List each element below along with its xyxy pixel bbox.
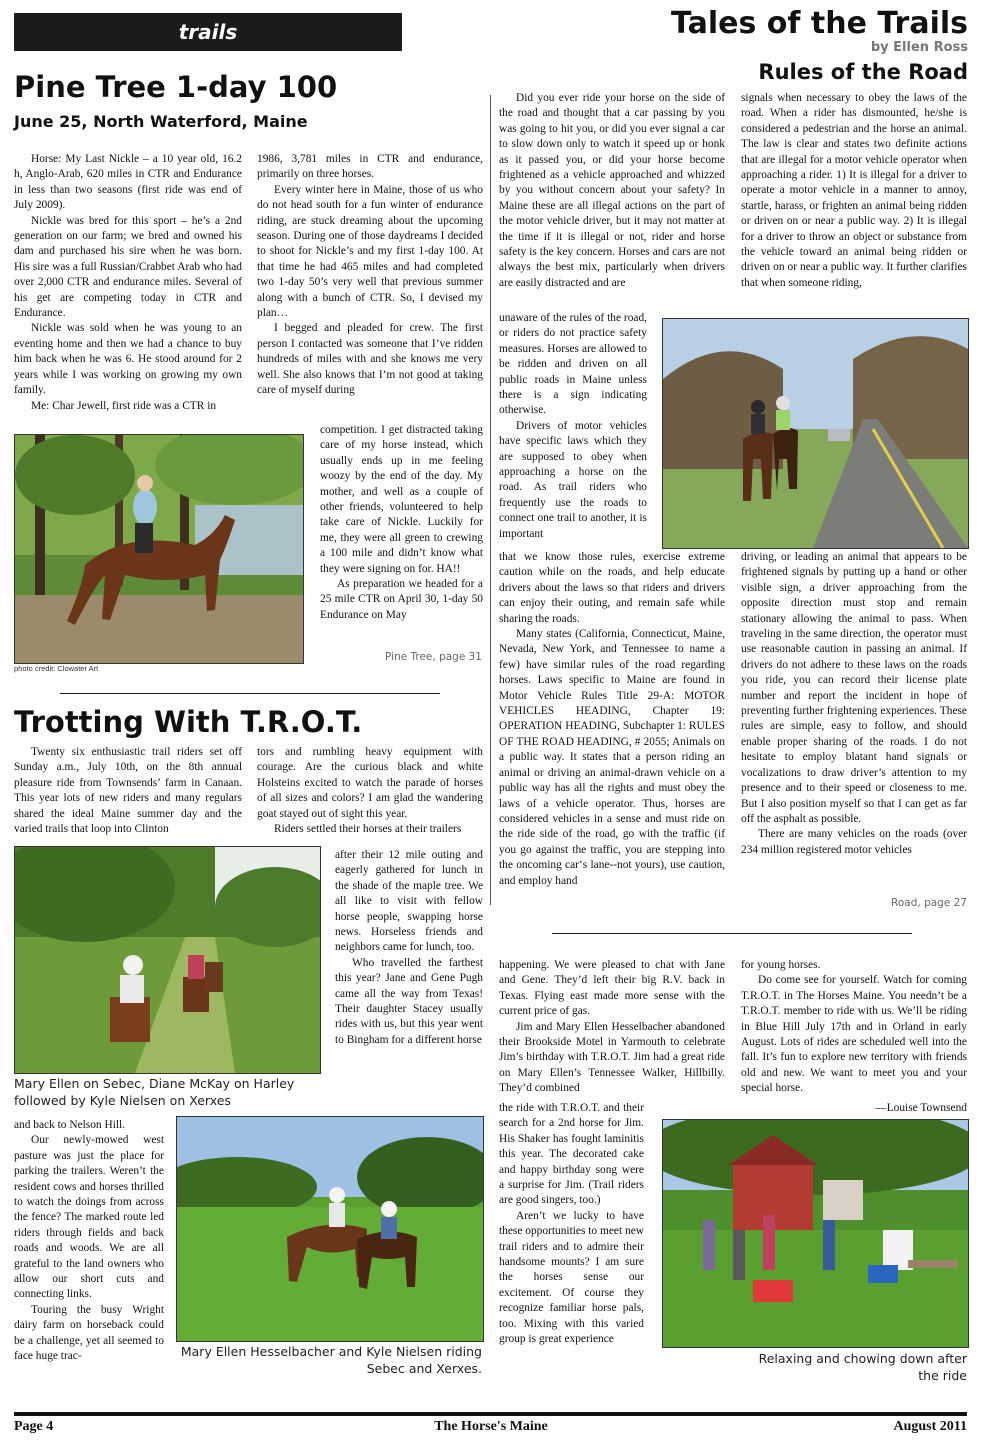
trot-col1 [14, 745, 242, 837]
caption-trot-3: Relaxing and chowing down after the ride [758, 1351, 967, 1383]
paragraph: There are many vehicles on the roads (over 234 million registered motor vehicles [741, 828, 967, 856]
paragraph: Nickle was sold when he was young to an eventing home and then we had a chance to buy him back when he was 6. He stood around for 2 years while I was working on growing my own family. [14, 322, 242, 397]
rules-title: Rules of the Road [758, 60, 968, 84]
trot-col2-wrap [335, 848, 483, 1048]
paragraph: Me: Char Jewell, first ride was a CTR in [31, 399, 217, 412]
paragraph: happening. We were pleased to chat with Jane and Gene. They’d left their big R.V. back in Texas. Flying east made more sense with the current price of gas. [499, 959, 725, 1018]
trot-col1-bottom [14, 1118, 164, 1365]
divider [60, 693, 440, 694]
footer-publication: The Horse's Maine [434, 1419, 548, 1434]
road-col1-bottom [499, 550, 725, 889]
paragraph: As preparation we headed for a 25 mile CTR on April 30, 1-day 50 Endurance on May [320, 578, 483, 621]
photo-lunch-gathering [662, 1119, 969, 1348]
trot-col3-wrap [499, 1101, 644, 1348]
footer-issue-date: August 2011 [893, 1419, 967, 1434]
paragraph: signals when necessary to obey the laws of the road. When a rider has dismounted, he/she is considered a pedestrian and the horse an animal. The law is clear and states two definite actions that are illegal for a motor vehicle operator when approaching a rider. 1) It is illegal for a driver to operate a motor vehicle in a manner to annoy, startle, harass, or frighten an animal being ridden or driven on or near a public way. 2) It is illegal for a driver to throw an object or substance from the vehicle toward an animal being ridden or driven on or near a public way. It further clarifies that when someone riding, [741, 92, 967, 289]
divider [552, 933, 912, 934]
road-col1-wrap [499, 311, 647, 542]
series-title: Tales of the Trails [671, 6, 968, 41]
paragraph: Riders settled their horses at their trailers [274, 823, 462, 836]
trot-col2 [257, 745, 483, 837]
pine-tree-col1 [14, 152, 242, 414]
paragraph: driving, or leading an animal that appears to be frightened signals by putting up a hand or other visible sign, a driver approaching from the opposite direction must stop and remain stationary allowing the animal to pass. When traveling in the same direction, the operator must use reasonable caution in passing an animal. If drivers do not adhere to these laws on the roads you ride, you can record their license plate number and report the incident in hope of preventing further frightening experiences. These rules are simple, easy to follow, and should enable proper sharing of the roads. I do not hesitate to employ blatant hand signals or vocalizations to draw driver’s attention to my presence and to their speed or closeness to me. But I also position myself so that I can get as far off the asphalt as possible. [741, 551, 967, 825]
pine-tree-col2-wrap [320, 423, 483, 623]
paragraph: after their 12 mile outing and eagerly gathered for lunch in the shade of the maple tree. We all like to visit with fellow horse people, swapping horse news. Horseless friends and neighbors came for lunch, too. [335, 849, 483, 954]
photo-three-riders-trail [14, 846, 321, 1074]
paragraph: Twenty six enthusiastic trail riders set off Sunday a.m., July 10th, on the 8th annual pleasure ride from Townsends’ farm in Canaan. This year lots of new riders and many regulars shared the ideal Maine summer day and the varied trails that loop into Clinton [14, 746, 242, 836]
paragraph: Our newly-mowed west pasture was just the place for parking the trailers. Weren’t the resident cows and horses thrilled to watch the doings from across the fence? The marked route led riders through fields and back roads and woods. We are all grateful to the land owners who allow our short cuts and connecting links. [14, 1134, 164, 1301]
footer-page-number: Page 4 [14, 1419, 54, 1434]
pine-tree-col2 [257, 152, 483, 399]
footer-rule [14, 1412, 967, 1416]
road-col2-bottom [741, 550, 967, 858]
article-title-pine-tree: Pine Tree 1-day 100 [14, 70, 338, 104]
road-col2 [741, 91, 967, 291]
paragraph: for young horses. [741, 959, 821, 971]
paragraph: competition. I get distracted taking care of my horse instead, which usually ends up in me feeling woozy by the end of the day. My mother, and well as a couple of other friends, volunteered to help take care of Nickle. Luckily for me, they were all green to crewing a 100 mile and didn’t know what they were signing on for. HA!! [320, 424, 483, 575]
paragraph: Drivers of motor vehicles have specific laws which they are supposed to obey when approaching a horse on the road. As trail riders who frequently use the roads to connect one trail to another, it is important [499, 419, 647, 540]
photo-credit: photo credit: Clowater Art [14, 664, 99, 673]
paragraph: Jim and Mary Ellen Hesselbacher abandoned their Brookside Motel in Yarmouth to celebrate Jim’s birthday with T.R.O.T. Jim had a great ride on Mary Ellen’s Tennessee Walker, Hillbilly. They’d combined [499, 1020, 725, 1095]
trot-col4 [741, 958, 967, 1097]
trot-col3 [499, 958, 725, 1097]
paragraph: Every winter here in Maine, those of us who do not head south for a fun winter of endurance riding, are stuck dreaming about the upcoming season. During one of those daydreams I decided to shoot for Nickle’s and my first 1-day 100. At that time he had 465 miles and had completed two 1-day 50’s very well that previous summer along with a bunch of CTR. So, I devised my plan… [257, 183, 483, 320]
paragraph: Horse: My Last Nickle – a 10 year old, 16.2 h, Anglo-Arab, 620 miles in CTR and Endurance in less than two seasons (first ride was end of July 2009). [14, 153, 242, 212]
paragraph: the ride with T.R.O.T. and their search for a 2nd horse for Jim. His Shaker has fought laminitis this year. The decorated cake and happy birthday song were a surprise for Jim. (Trail riders are good singers, too.) [499, 1102, 644, 1207]
signature: —Louise Townsend [875, 1102, 967, 1114]
paragraph: Aren’t we lucky to have these opportunities to meet new trail riders and to admire their handsome mounts? I am sure the horses sense our excitement. Of course they recognize familiar horse pals, too. Mixing with this varied group is great experience [499, 1209, 644, 1346]
paragraph: Do come see for yourself. Watch for coming T.R.O.T. in The Horses Maine. You needn’t be a T.R.O.T. member to ride with us. We’ll be riding in Blue Hill July 17th and in Orland in early August. Lots of rides are scheduled well into the fall. It’s fun to explore new territory with friends old and new. We want to meet you and your special horse. [741, 974, 967, 1095]
paragraph: Nickle was bred for this sport – he’s a 2nd generation on our farm; we bred and owned his dam and purchased his sire when he was born. His sire was a full Russian/Crabbet Arab who had over 2,000 CTR and endurance miles. Several of his get are competing today in CTR and Endurance. [14, 214, 242, 320]
section-tab: trails [14, 13, 402, 51]
photo-riders-on-road [662, 318, 969, 549]
photo-two-riders-pasture [176, 1116, 484, 1342]
photo-rider-endurance [14, 434, 304, 664]
paragraph: unaware of the rules of the road, or riders do not practice safety measures. Horses are allowed to be ridden and driven on all public roads in Maine unless there is a sign indicating otherwise. [499, 312, 647, 417]
paragraph: that we know those rules, exercise extreme caution while on the roads, and help educate drivers about the laws so that riders and drivers can enjoy their outing, and remain safe while sharing the roads. [499, 551, 725, 625]
article-title-trot: Trotting With T.R.O.T. [14, 705, 363, 739]
paragraph: Many states (California, Connecticut, Maine, Nevada, New York, and Tennessee to name a few) have similar rules of the road regarding horses. Laws specific to Maine are found in Motor Vehicle Rules Title 29-A: MOTOR VEHICLES HEADING, Chapter 19: OPERATION HEADING, Subchapter 1: RULES OF THE ROAD HEADING, # 2055; Animals on a public way. It states that a person riding an animal or driving an animal-drawn vehicle on a public way has all the rights and must obey the laws of a vehicle operator. Thus, horses are considered vehicles in a sense and must ride on the ride side of the road, go with the traffic (if you go against the traffic, you are stepping into the oncoming car‘s lane--not yours), use caution, and employ hand [499, 628, 725, 887]
paragraph: I begged and pleaded for crew. The first person I contacted was someone that I’ve ridden hundreds of miles with and she knows me very well. She also knows that I’m not good at taking care of myself during [257, 322, 483, 397]
paragraph: tors and rumbling heavy equipment with courage. Are the curious black and white Holsteins excited to watch the parade of horses of all sizes and colors? I am glad the wandering goat stayed out of sight this year. [257, 746, 483, 820]
road-col1 [499, 91, 725, 291]
paragraph: Did you ever ride your horse on the side of the road and thought that a car passing by you was going to hit you, or did you ever signal a car to slow down only to watch it speed up or honk as it passed you, or did your horse become frightened as a vehicle approached and whizzed by you without concern about your safety? In Maine these are all illegal actions on the part of the motor vehicle driver, but it may not matter at the time if it is illegal or not, rider and horse safety is the key concern. Horses and cars are not always the best mix, particularly when drivers are easily distracted and are [499, 92, 725, 289]
paragraph: Touring the busy Wright dairy farm on horseback could be a challenge, yet all seemed to face huge trac- [14, 1303, 164, 1363]
column-divider [490, 95, 491, 905]
article-dateline: June 25, North Waterford, Maine [14, 112, 308, 131]
continued-road: Road, page 27 [891, 897, 967, 909]
paragraph: and back to Nelson Hill. [14, 1119, 126, 1131]
caption-trot-1: Mary Ellen on Sebec, Diane McKay on Harley followed by Kyle Nielsen on Xerxes [14, 1076, 295, 1108]
continued-pine-tree: Pine Tree, page 31 [385, 651, 482, 663]
paragraph: Who travelled the farthest this year? Jane and Gene Pugh came all the way from Texas! Their daughter Stacey usually rides with us, but this year went to Bingham for a different horse [335, 956, 483, 1046]
paragraph: 1986, 3,781 miles in CTR and endurance, primarily on three horses. [257, 153, 483, 181]
byline: by Ellen Ross [870, 40, 968, 55]
caption-trot-2: Mary Ellen Hesselbacher and Kyle Nielsen riding Sebec and Xerxes. [180, 1344, 482, 1376]
